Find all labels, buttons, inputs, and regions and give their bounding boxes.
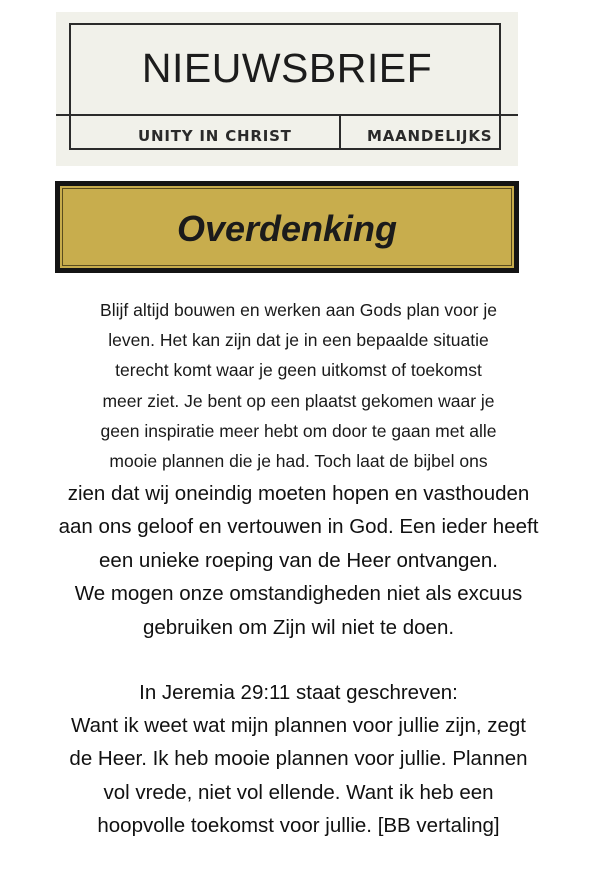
paragraph-line: terecht komt waar je geen uitkomst of toekomst	[115, 360, 482, 380]
verse-line: de Heer. Ik heb mooie plannen voor jullie. Plannen	[69, 747, 528, 770]
paragraph-line: een unieke roeping van de Heer ontvangen.	[99, 549, 498, 572]
newsletter-masthead	[56, 12, 518, 166]
paragraph-line: leven. Het kan zijn dat je in een bepaalde situatie	[108, 330, 489, 350]
paragraph-line: gebruiken om Zijn wil niet te doen.	[142, 616, 455, 639]
verse-line: vol vrede, niet vol ellende. Want ik heb een	[103, 781, 494, 804]
masthead-divider	[339, 116, 341, 149]
verse-line: Want ik weet wat mijn plannen voor jullie zijn, zegt	[70, 714, 526, 737]
section-banner	[55, 181, 519, 273]
masthead-subtitle-right: MAANDELIJKS	[367, 127, 493, 145]
paragraph-line: geen inspiratie meer hebt om door te gaan met alle	[100, 421, 497, 441]
verse-reference: In Jeremia 29:11 staat geschreven:	[139, 681, 458, 704]
paragraph-line: mooie plannen die je had. Toch laat de bijbel ons	[109, 451, 488, 471]
paragraph-line: We mogen onze omstandigheden niet als excuus	[74, 582, 523, 605]
paragraph-line: meer ziet. Je bent op een plaatst gekomen waar je	[102, 391, 495, 411]
verse-line: hoopvolle toekomst voor jullie. [BB vertaling]	[97, 814, 500, 837]
masthead-rule	[56, 114, 518, 116]
paragraph-line: aan ons geloof en vertouwen in God. Een ieder heeft	[58, 515, 539, 538]
masthead-subtitle-left: UNITY IN CHRIST	[138, 127, 292, 145]
paragraph-line: zien dat wij oneindig moeten hopen en vasthouden	[67, 482, 530, 505]
masthead-title: NIEUWSBRIEF	[141, 45, 433, 91]
paragraph-line: Blijf altijd bouwen en werken aan Gods plan voor je	[100, 300, 497, 320]
section-heading: Overdenking	[176, 208, 398, 249]
